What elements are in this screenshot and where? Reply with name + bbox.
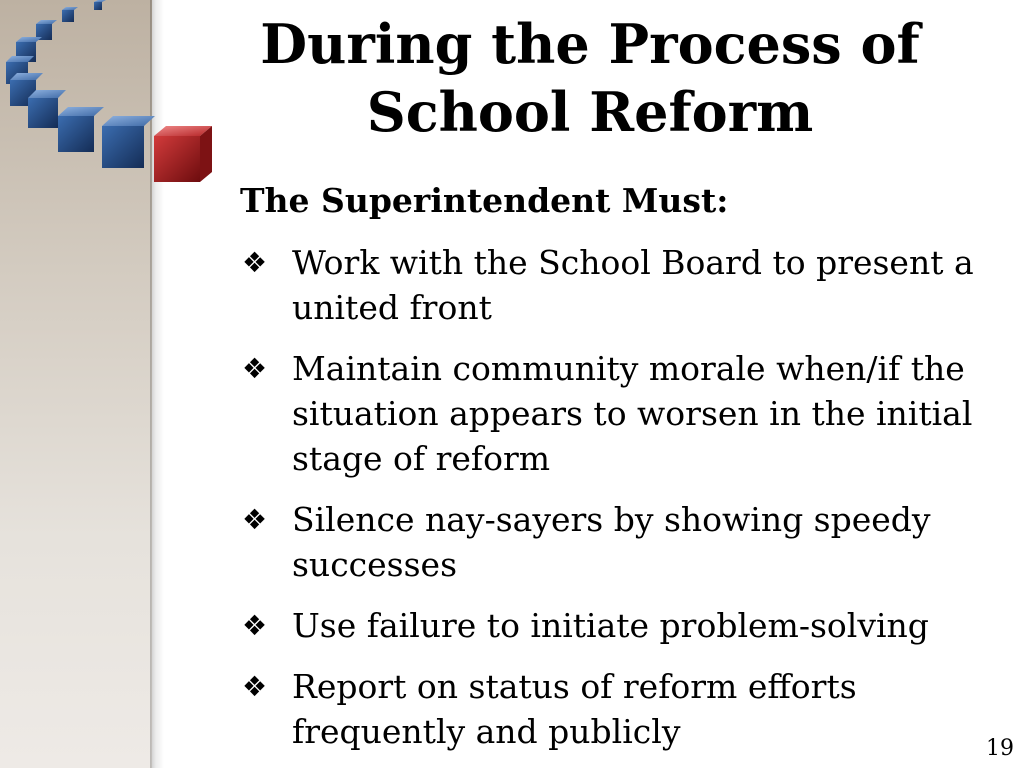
four-diamond-icon: ❖	[242, 352, 268, 385]
four-diamond-icon: ❖	[242, 609, 268, 642]
title-line-1: During the Process of	[260, 12, 920, 76]
page-title	[200, 10, 980, 146]
list-item	[240, 240, 980, 330]
bullet-text: Use failure to initiate problem-solving	[292, 606, 929, 645]
bullet-text: Work with the School Board to present a united front	[292, 243, 974, 327]
four-diamond-icon: ❖	[242, 670, 268, 703]
title-line-2: School Reform	[366, 80, 814, 144]
four-diamond-icon: ❖	[242, 246, 268, 279]
list-item	[240, 664, 980, 754]
four-diamond-icon: ❖	[242, 503, 268, 536]
bullet-list	[240, 240, 980, 768]
page-number: 19	[986, 736, 1014, 761]
bullet-text: Maintain community morale when/if the situation appears to worsen in the initial stage of reform	[292, 349, 973, 478]
list-item	[240, 497, 980, 587]
cube-icon	[58, 107, 104, 152]
list-item	[240, 603, 980, 648]
cubes-decoration-icon	[0, 0, 220, 200]
slide-subtitle: The Superintendent Must:	[240, 181, 729, 220]
list-item	[240, 346, 980, 481]
bullet-text: Silence nay-sayers by showing speedy successes	[292, 500, 931, 584]
bullet-text: Report on status of reform efforts frequently and publicly	[292, 667, 857, 751]
cube-icon	[94, 0, 106, 10]
cube-icon	[102, 116, 155, 168]
cube-icon	[62, 7, 78, 22]
